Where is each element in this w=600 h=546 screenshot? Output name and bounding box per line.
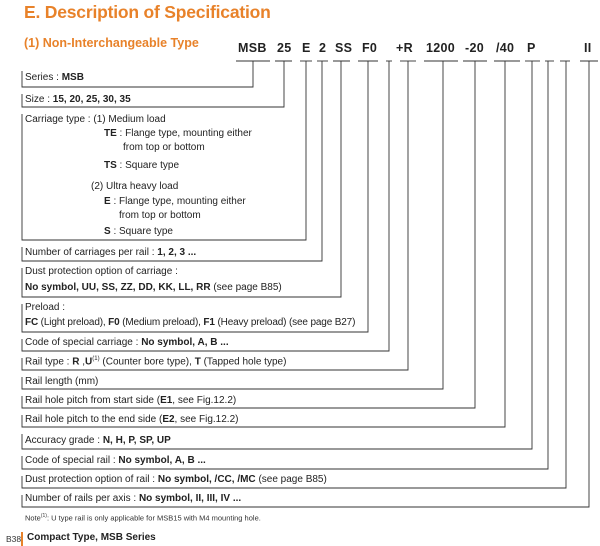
code-carriage-type: E (302, 41, 311, 55)
code-rail-type: +R (396, 41, 413, 55)
row-dust-rail: Dust protection option of rail : No symbol, /CC, /MC (see page B85) (25, 474, 327, 485)
row-pitch-start: Rail hole pitch from start side (E1, see Fig.12.2) (25, 395, 237, 406)
carriages-value: 1, 2, 3 ... (157, 247, 197, 258)
row-accuracy: Accuracy grade : N, H, P, SP, UP (25, 435, 171, 446)
carriage-group2: (2) Ultra heavy load (91, 181, 179, 192)
row-preload-values: FC (Light preload), F0 (Medium preload), F1 (Heavy preload) (see page B27) (25, 317, 356, 328)
code-rails-per-axis: II (584, 41, 592, 55)
footnote (25, 513, 261, 523)
note-prefix: Note (25, 513, 41, 523)
dust-rail-label: Dust protection option of rail (25, 474, 150, 485)
row-carriage-type: Carriage type : (1) Medium load (25, 114, 166, 125)
footer-accent-bar (21, 532, 23, 546)
carriage-ts: TS : Square type (104, 160, 180, 171)
rail-type-r: R (72, 356, 80, 368)
rail-type-u: U (85, 356, 93, 368)
pitch-end-ref: , see Fig.12.2) (174, 414, 239, 425)
rail-type-u-note: (1) (92, 356, 100, 362)
s-desc: Square type (119, 226, 173, 237)
rail-type-t: T (194, 356, 201, 368)
special-carriage-value: No symbol, A, B ... (141, 337, 229, 348)
code-pitch-end: /40 (496, 41, 515, 55)
row-size: Size : 15, 20, 25, 30, 35 (25, 94, 131, 105)
ts-code: TS (104, 160, 117, 171)
series-value: MSB (61, 72, 84, 83)
note-text: : U type rail is only applicable for MSB15 with M4 mounting hole. (46, 513, 261, 523)
code-preload: F0 (362, 41, 378, 55)
section-subtitle: (1) Non-Interchangeable Type (24, 36, 199, 50)
code-dust-carriage: SS (335, 41, 353, 55)
te-code: TE (104, 128, 117, 139)
preload-label: Preload (25, 302, 60, 313)
special-rail-value: No symbol, A, B ... (118, 455, 206, 466)
pitch-end-code: E2 (162, 414, 175, 425)
rail-type-tapped: (Tapped hole type) (203, 356, 287, 368)
pitch-start-label: Rail hole pitch from start side (25, 395, 154, 406)
rail-type-label: Rail type (25, 356, 64, 368)
e-desc: Flange type, mounting either (119, 196, 246, 207)
page-number: B38 (6, 534, 22, 544)
e-desc2: from top or bottom (119, 210, 201, 221)
page-title: E. Description of Specification (24, 2, 271, 22)
carriage-e: E : Flange type, mounting either (104, 196, 246, 207)
row-rail-type: Rail type : R $,U^{(1)}$ (Counter bore type), T (Tapped hole type) (25, 356, 287, 368)
code-accuracy: P (527, 41, 536, 55)
special-rail-label: Code of special rail (25, 455, 111, 466)
row-rails-per-axis: Number of rails per axis : No symbol, II, III, IV ... (25, 493, 242, 504)
row-dust-carriage-values (25, 282, 282, 293)
row-preload: Preload : (25, 302, 66, 313)
dust-rail-value: No symbol, /CC, /MC (157, 474, 256, 485)
dust-rail-ref: (see page B85) (258, 474, 327, 485)
code-rail-length: 1200 (426, 41, 456, 55)
row-dust-carriage: Dust protection option of carriage : (25, 266, 178, 277)
preload-f1: F1 (203, 317, 215, 328)
dust-carriage-label: Dust protection option of carriage (25, 266, 173, 277)
preload-f0: F0 (108, 317, 120, 328)
code-pitch-start: -20 (465, 41, 484, 55)
size-value: 15, 20, 25, 30, 35 (52, 94, 131, 105)
row-special-carriage: Code of special carriage : No symbol, A, B ... (25, 337, 229, 348)
pitch-start-ref: , see Fig.12.2) (172, 395, 237, 406)
carriage-te: TE : Flange type, mounting either (104, 128, 252, 139)
row-carriages-per-rail: Number of carriages per rail : 1, 2, 3 ... (25, 247, 197, 258)
accuracy-value: N, H, P, SP, UP (102, 435, 171, 446)
rails-per-axis-label: Number of rails per axis (25, 493, 131, 504)
ts-desc: Square type (125, 160, 180, 171)
te-desc: Flange type, mounting either (125, 128, 252, 139)
preload-f0-desc: (Medium preload) (122, 317, 199, 328)
rails-per-axis-value: No symbol, II, III, IV ... (138, 493, 242, 504)
code-carriages-per-rail: 2 (319, 41, 327, 55)
carriage-label: Carriage type (25, 114, 86, 125)
pitch-end-label: Rail hole pitch to the end side (25, 414, 157, 425)
carriage-s: S : Square type (104, 226, 173, 237)
preload-ref: (see page B27) (288, 317, 356, 328)
row-rail-length (25, 376, 98, 387)
row-special-rail: Code of special rail : No symbol, A, B ... (25, 455, 206, 466)
e-code: E (104, 196, 111, 207)
row-pitch-end: Rail hole pitch to the end side (E2, see Fig.12.2) (25, 414, 239, 425)
preload-f1-desc: (Heavy preload) (217, 317, 287, 328)
rail-length-label: Rail length (mm) (25, 376, 99, 387)
note-mark: (1) (40, 513, 47, 519)
size-label: Size (25, 94, 45, 105)
code-size: 25 (277, 41, 292, 55)
footer-title: Compact Type, MSB Series (27, 532, 156, 543)
row-series: Series : MSB (25, 72, 84, 83)
accuracy-label: Accuracy grade (25, 435, 95, 446)
rail-type-counterbore: (Counter bore type), (102, 356, 192, 368)
carriages-label: Number of carriages per rail (25, 247, 149, 258)
carriage-group1: (1) Medium load (93, 114, 166, 125)
s-code: S (104, 226, 111, 237)
preload-fc-desc: (Light preload) (40, 317, 103, 328)
dust-carriage-ref: (see page B85) (213, 282, 282, 293)
special-carriage-label: Code of special carriage (25, 337, 133, 348)
code-series: MSB (238, 41, 267, 55)
series-label: Series (25, 72, 54, 83)
preload-fc: FC (25, 317, 39, 328)
te-desc2: from top or bottom (123, 142, 205, 153)
dust-carriage-values: No symbol, UU, SS, ZZ, DD, KK, LL, RR (25, 282, 211, 293)
pitch-start-code: E1 (160, 395, 173, 406)
